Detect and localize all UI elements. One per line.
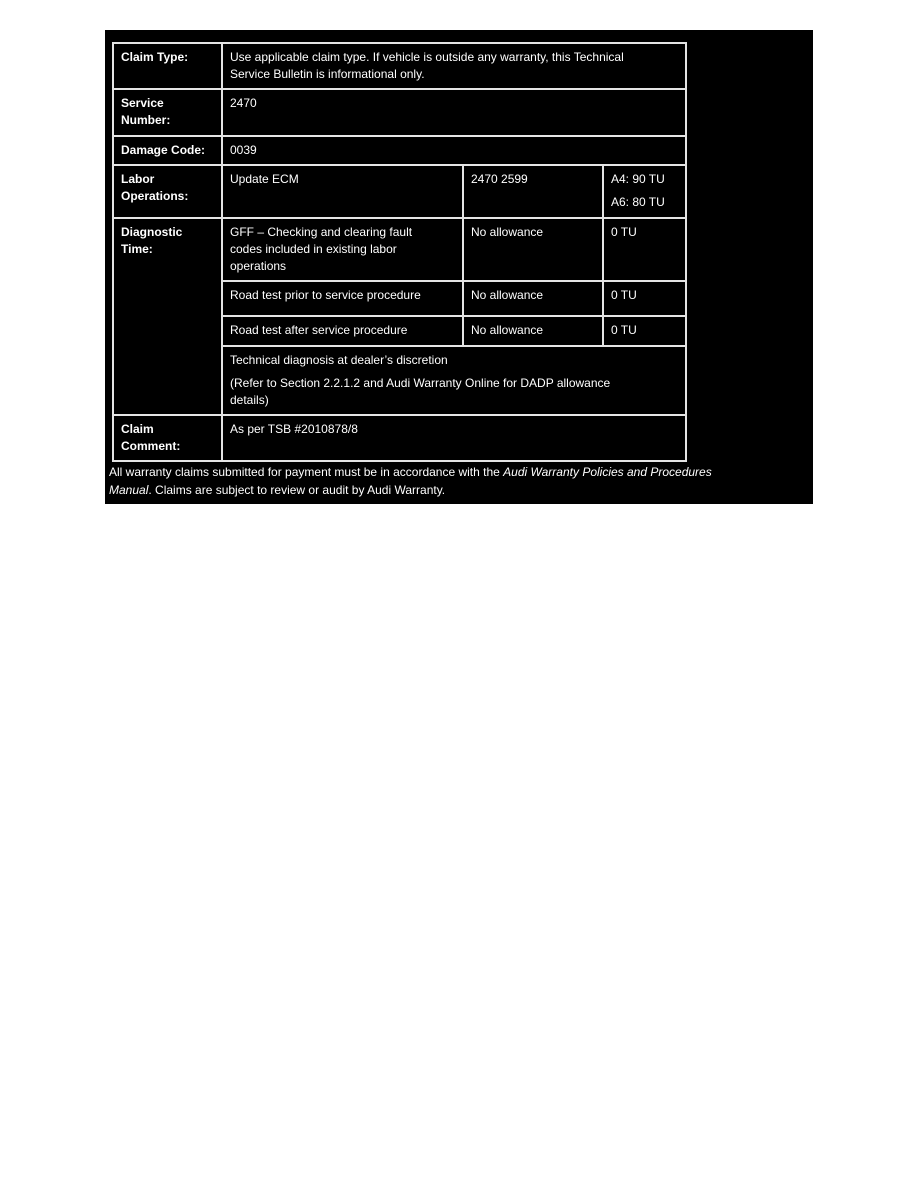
row-claim-comment <box>113 415 686 461</box>
footer-line2-italic: Manual <box>109 483 149 497</box>
road-prior-tu: 0 TU <box>603 281 686 316</box>
bulletin-panel <box>105 30 813 504</box>
claim-type-value-line1: Use applicable claim type. If vehicle is outside any warranty, this Technical <box>230 50 624 64</box>
labor-operations-label: Labor Operations: <box>113 165 222 218</box>
claim-type-value <box>222 43 686 89</box>
labor-operations-code: 2470 2599 <box>463 165 603 218</box>
diagnostic-gff-line1: GFF – Checking and clearing fault <box>230 225 413 239</box>
road-after-allowance: No allowance <box>463 316 603 346</box>
diagnostic-time-label: Diagnostic Time: <box>113 218 222 415</box>
diagnostic-note-para1: Technical diagnosis at dealer’s discretion <box>230 353 448 367</box>
diagnostic-gff-description <box>222 218 463 281</box>
row-damage-code <box>113 136 686 165</box>
claim-type-value-line2: Service Bulletin is informational only. <box>230 67 425 81</box>
diagnostic-note-para2-line1: (Refer to Section 2.2.1.2 and Audi Warranty Online for DADP allowance <box>230 376 611 390</box>
diagnostic-gff-line2: codes included in existing labor <box>230 242 397 256</box>
claim-comment-value: As per TSB #2010878/8 <box>222 415 686 461</box>
footer-line1 <box>109 463 809 481</box>
road-prior-description: Road test prior to service procedure <box>222 281 463 316</box>
road-after-tu: 0 TU <box>603 316 686 346</box>
service-number-value: 2470 <box>222 89 686 136</box>
labor-operations-tu <box>603 165 686 218</box>
diagnostic-note <box>222 346 686 415</box>
footer-line2-regular: . Claims are subject to review or audit by Audi Warranty. <box>148 483 446 497</box>
row-service-number <box>113 89 686 136</box>
claim-type-label: Claim Type: <box>113 43 222 89</box>
row-labor-operations <box>113 165 686 218</box>
service-number-label: Service Number: <box>113 89 222 136</box>
road-prior-allowance: No allowance <box>463 281 603 316</box>
labor-operations-tu-a6: A6: 80 TU <box>611 195 665 209</box>
labor-operations-description: Update ECM <box>222 165 463 218</box>
damage-code-value: 0039 <box>222 136 686 165</box>
warranty-claim-table <box>112 42 687 462</box>
claim-comment-label: Claim Comment: <box>113 415 222 461</box>
labor-operations-tu-a4: A4: 90 TU <box>611 172 665 186</box>
warranty-footer-note <box>109 463 809 499</box>
diagnostic-gff-line3: operations <box>230 259 287 273</box>
row-claim-type <box>113 43 686 89</box>
row-diagnostic-gff <box>113 218 686 281</box>
footer-line1-italic: Audi Warranty Policies and Procedures <box>503 465 712 479</box>
damage-code-label: Damage Code: <box>113 136 222 165</box>
diagnostic-note-para2-line2: details) <box>230 393 269 407</box>
diagnostic-gff-allowance: No allowance <box>463 218 603 281</box>
footer-line1-regular: All warranty claims submitted for payment must be in accordance with the <box>109 465 504 479</box>
footer-line2 <box>109 481 809 499</box>
road-after-description: Road test after service procedure <box>222 316 463 346</box>
diagnostic-gff-tu: 0 TU <box>603 218 686 281</box>
